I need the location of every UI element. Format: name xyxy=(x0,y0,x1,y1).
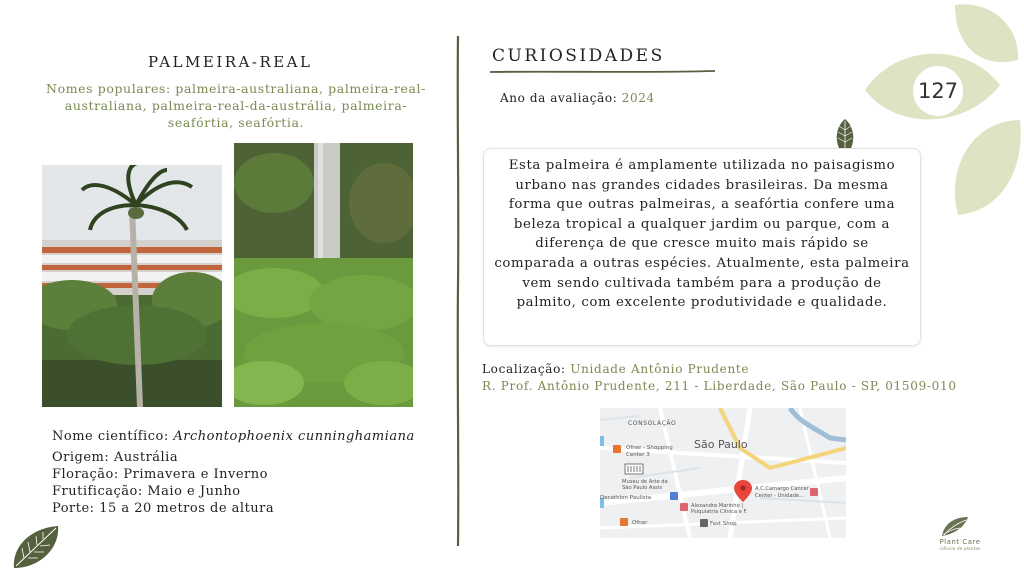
map-poi-alexandre: Alexandre Marinho | xyxy=(691,503,744,509)
decathlon-marker-icon xyxy=(670,492,678,500)
plant-care-logo-icon xyxy=(940,514,970,538)
curiosities-title: CURIOSIDADES xyxy=(492,46,665,66)
size-row xyxy=(52,500,415,517)
curiosity-card xyxy=(483,148,921,346)
flowering-label: Floração: xyxy=(52,467,119,482)
flowering-value: Primavera e Inverno xyxy=(123,467,268,482)
scientific-name-value: Archontophoenix cunninghamiana xyxy=(173,429,415,444)
map-poi-masp-2: São Paulo Assis xyxy=(622,485,663,491)
shopping-marker-icon xyxy=(613,445,621,453)
fruiting-label: Frutificação: xyxy=(52,484,143,499)
vertical-divider xyxy=(456,36,460,546)
year-value: 2024 xyxy=(621,91,655,105)
location-block xyxy=(482,361,957,395)
popular-names xyxy=(40,80,432,131)
page-number: 127 xyxy=(913,66,963,116)
scientific-name-row xyxy=(52,428,415,445)
popular-names-label: Nomes populares: xyxy=(46,81,171,96)
map-poi-decathlon: Decathlon Paulista xyxy=(600,495,652,501)
size-label: Porte: xyxy=(52,501,95,516)
palm-photo xyxy=(42,165,222,407)
map-district-label: CONSOLAÇÃO xyxy=(628,420,677,427)
map-poi-ofner-shopping-2: Center 3 xyxy=(626,452,650,458)
location-unit-row xyxy=(482,361,957,378)
origin-value: Austrália xyxy=(113,450,179,465)
location-unit: Unidade Antônio Prudente xyxy=(570,362,750,376)
map-poi-alexandre-2: Psiquiatria Clínica e F. xyxy=(691,509,748,515)
map-poi-fastshop: Fast Shop xyxy=(710,521,737,527)
fruiting-row xyxy=(52,483,415,500)
logo-tagline: ciência de plantas xyxy=(939,547,981,552)
location-address: R. Prof. Antônio Prudente, 211 - Liberdade, São Paulo - SP, 01509-010 xyxy=(482,379,957,393)
clinic-marker-icon xyxy=(680,503,688,511)
map-poi-masp: Museu de Arte de xyxy=(622,479,668,485)
map-poi-accamargo-2: Center - Unidade... xyxy=(755,493,805,499)
trunk-photo xyxy=(234,143,413,407)
evaluation-year xyxy=(500,91,655,105)
hospital-marker-icon xyxy=(810,488,818,496)
size-value: 15 a 20 metros de altura xyxy=(99,501,275,516)
flowering-row xyxy=(52,466,415,483)
location-map[interactable] xyxy=(600,408,846,538)
plant-details xyxy=(52,428,415,517)
map-city-label: São Paulo xyxy=(694,438,748,451)
scientific-name-label: Nome científico: xyxy=(52,429,169,444)
leaf-icon-bottom-left xyxy=(10,522,62,572)
ofner-marker-icon xyxy=(620,518,628,526)
title-underline xyxy=(490,69,715,75)
logo-name: Plant Care xyxy=(939,538,981,546)
store-marker-icon xyxy=(700,519,708,527)
origin-row xyxy=(52,449,415,466)
year-label: Ano da avaliação: xyxy=(500,91,618,105)
map-poi-ofner: Ofner xyxy=(632,520,648,526)
fruiting-value: Maio e Junho xyxy=(147,484,241,499)
location-label: Localização: xyxy=(482,362,566,376)
popular-names-value: palmeira-australiana, palmeira-real-australiana, palmeira-real-da-austrália, palmeira-seafórtia, seafórtia. xyxy=(64,81,426,130)
plant-title: PALMEIRA-REAL xyxy=(148,53,313,71)
map-poi-ofner-shopping: Ofner - Shopping xyxy=(626,445,673,451)
map-poi-accamargo: A.C.Camargo Cancer xyxy=(755,486,809,492)
curiosity-text: Esta palmeira é amplamente utilizada no paisagismo urbano nas grandes cidades brasileiras. Da mesma forma que outras palmeiras, a seafórtia confere uma beleza tropical a qualquer jardim ou parque, com a diferença de que cresce muito mais rápido se comparada a outras espécies. Atualmente, esta palmeira vem sendo cultivada também para a produção de palmito, com excelente produtividade e qualidade. xyxy=(494,158,910,311)
origin-label: Origem: xyxy=(52,450,110,465)
